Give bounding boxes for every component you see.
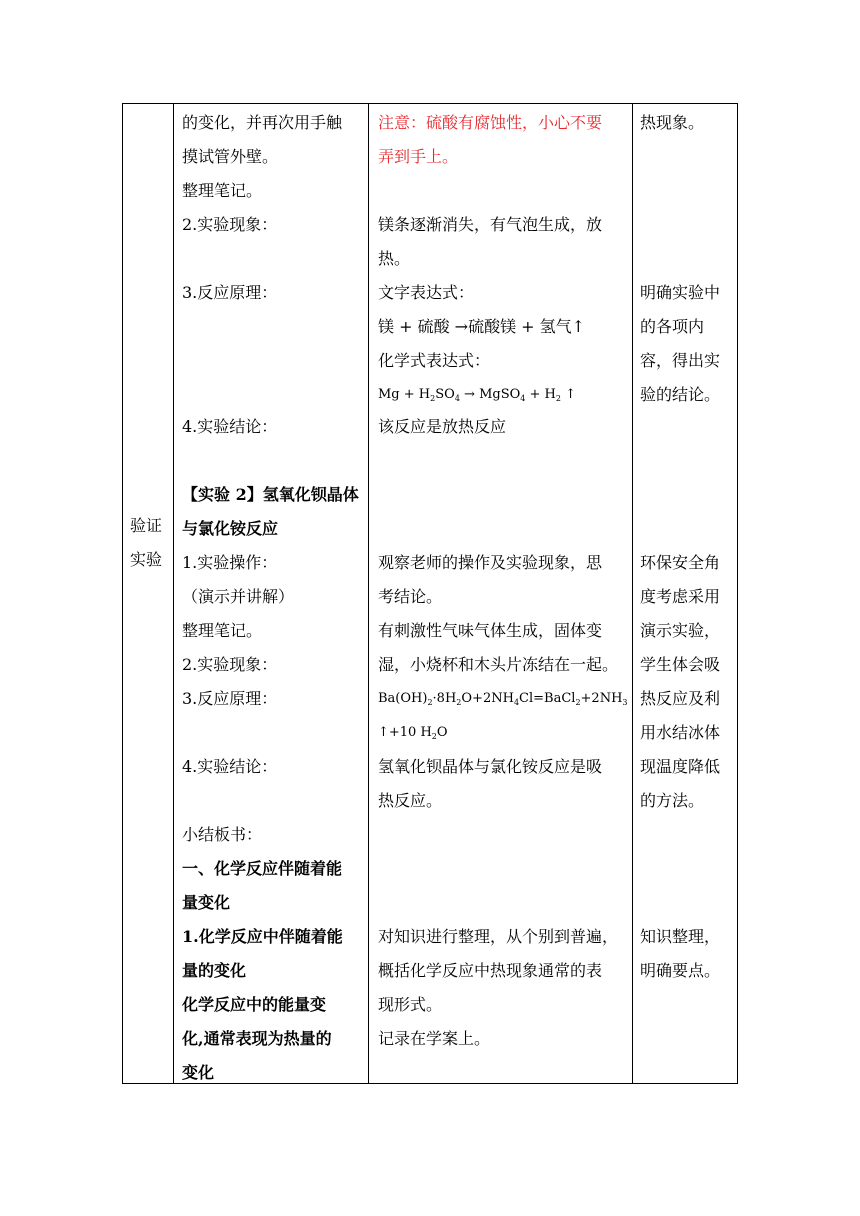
activity-line: 2.实验现象： [182,655,278,674]
chemical-equation: $Ba(OH)_2\cdot 8H_2O+2NH_4Cl=BaCl_2+2NH_3$ [378,691,628,707]
intent-text: 热现象。 [640,113,705,132]
intent-text: 度考虑采用 [640,587,721,606]
experiment2-heading: 【实验 2】氢氧化钡晶体 [182,485,359,504]
activity-line: 小结板书： [182,825,263,844]
summary-point: 化学反应中的能量变 [182,995,327,1014]
activity-line: 3.反应原理： [182,689,278,708]
conclusion-text: 热反应。 [378,791,443,810]
intent-text: 明确要点。 [640,961,721,980]
phenomenon-text: 热。 [378,249,411,268]
column-divider [632,104,633,1083]
summary-activity: 记录在学案上。 [378,1029,491,1048]
observation-text: 观察老师的操作及实验现象，思 [378,553,603,572]
summary-heading: 一、化学反应伴随着能 [182,859,343,878]
summary-activity: 概括化学反应中热现象通常的表 [378,961,603,980]
safety-warning: 弄到手上。 [378,147,459,166]
activity-line: 整理笔记。 [182,621,263,640]
intent-text: 容，得出实 [640,351,721,370]
intent-text: 验的结论。 [640,385,721,404]
intent-text: 的方法。 [640,791,705,810]
activity-line: （演示并讲解） [182,587,295,606]
experiment2-heading: 与氯化铵反应 [182,519,279,538]
intent-text: 明确实验中 [640,283,721,302]
summary-point: 化,通常表现为热量的 [182,1029,332,1048]
summary-activity: 对知识进行整理，从个别到普遍， [378,927,619,946]
activity-line: 4.实验结论： [182,417,278,436]
stage-label-line2: 实验 [130,550,163,569]
chemical-equation-label: 化学式表达式： [378,351,491,370]
intent-text: 的各项内 [640,317,705,336]
activity-line: 整理笔记。 [182,181,263,200]
chemical-equation: $Mg + H_2SO_4$ → MgSO$_4$ + $H_2$ ↑ [378,387,576,403]
stage-label-line1: 验证 [130,516,163,535]
word-equation-label: 文字表达式： [378,283,475,302]
activity-line: 4.实验结论： [182,757,278,776]
observation-text: 考结论。 [378,587,443,606]
intent-text: 演示实验， [640,621,721,640]
chemical-equation: ↑+10 $H_2O$ [378,725,448,741]
phenomenon-text: 有刺激性气味气体生成，固体变 [378,621,603,640]
column-divider [173,104,174,1083]
intent-text: 用水结冰体 [640,723,721,742]
intent-text: 学生体会吸 [640,655,721,674]
column-divider [368,104,369,1083]
summary-activity: 现形式。 [378,995,443,1014]
phenomenon-text: 湿，小烧杯和木头片冻结在一起。 [378,655,619,674]
intent-text: 热反应及利 [640,689,721,708]
summary-point: 1.化学反应中伴随着能 [182,927,343,946]
activity-line: 2.实验现象： [182,215,278,234]
activity-line: 摸试管外壁。 [182,147,279,166]
word-equation: 镁 + 硫酸 →硫酸镁 + 氢气↑ [378,317,586,336]
summary-heading: 量变化 [182,893,231,912]
activity-line: 的变化，并再次用手触 [182,113,343,132]
conclusion-text: 氢氧化钡晶体与氯化铵反应是吸 [378,757,603,776]
conclusion-text: 该反应是放热反应 [378,417,507,436]
intent-text: 环保安全角 [640,553,721,572]
summary-point: 变化 [182,1063,215,1082]
summary-point: 量的变化 [182,961,247,980]
activity-line: 3.反应原理： [182,283,278,302]
activity-line: 1.实验操作： [182,553,278,572]
intent-text: 现温度降低 [640,757,721,776]
phenomenon-text: 镁条逐渐消失，有气泡生成，放 [378,215,603,234]
safety-warning: 注意：硫酸有腐蚀性，小心不要 [378,113,603,132]
intent-text: 知识整理， [640,927,721,946]
